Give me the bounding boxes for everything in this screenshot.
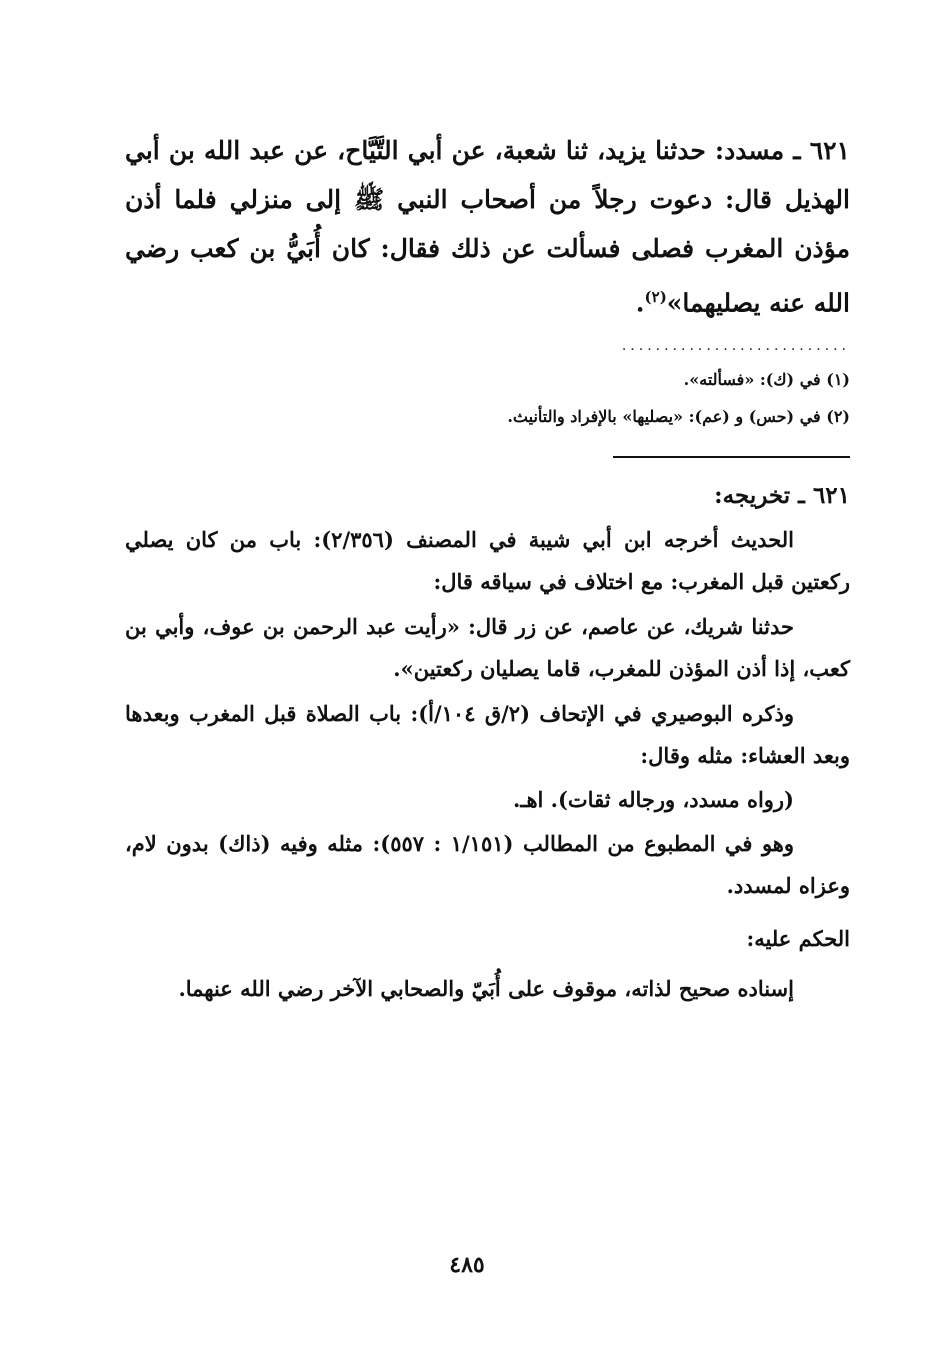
footnote-2: (٢) في (حس) و (عم): «يصليها» بالإفراد والتأنيث.	[507, 407, 850, 426]
ruling-text: إسناده صحيح لذاته، موقوف على أُبَيّ والصحابي الآخر رضي الله عنهما.	[178, 976, 794, 1001]
footnote-reference: (٢)	[644, 288, 667, 306]
page-number: ٤٨٥	[449, 1252, 485, 1278]
takhrij-heading: ٦٢١ ـ تخريجه:	[714, 482, 850, 509]
hadith-end-punct: .	[635, 288, 645, 318]
section-divider	[613, 456, 850, 458]
takhrij-quote: (رواه مسدد، ورجاله ثقات). اهـ.	[512, 787, 794, 812]
takhrij-paragraph-2: حدثنا شريك، عن عاصم، عن زر قال: «رأيت عبد الرحمن بن عوف، وأبي بن كعب، إذا أذن المؤذن للمغرب، قاما يصليان ركعتين».	[125, 614, 850, 681]
hadith-body: ـ مسدد: حدثنا يزيد، ثنا شعبة، عن أبي التَّيَّاح، عن عبد الله بن أبي الهذيل قال: دعوت رجلاً من أصحاب النبي ﷺ إلى منزلي فلما أذن مؤذن المغرب فصلى فسألت عن ذلك فقال: كان أُبَيُّ بن كعب رضي الله عنه يصليهما»	[125, 136, 850, 318]
footnote-separator-dots: ...........................	[621, 338, 850, 354]
takhrij-paragraph-1: الحديث أخرجه ابن أبي شيبة في المصنف (٢/٣٥٦): باب من كان يصلي ركعتين قبل المغرب: مع اختلاف في سياقه قال:	[125, 527, 850, 594]
hadith-number: ٦٢١	[809, 136, 850, 165]
takhrij-paragraph-4: وهو في المطبوع من المطالب (١/١٥١ : ٥٥٧): مثله وفيه (ذاك) بدون لام، وعزاه لمسدد.	[125, 831, 850, 898]
footnote-1: (١) في (ك): «فسألته».	[683, 370, 850, 389]
ruling-heading: الحكم عليه:	[746, 926, 850, 951]
hadith-text	[125, 126, 850, 327]
takhrij-paragraph-3: وذكره البوصيري في الإتحاف (٢/ق ١٠٤/أ): باب الصلاة قبل المغرب وبعدها وبعد العشاء: مثله وقال:	[125, 701, 850, 768]
